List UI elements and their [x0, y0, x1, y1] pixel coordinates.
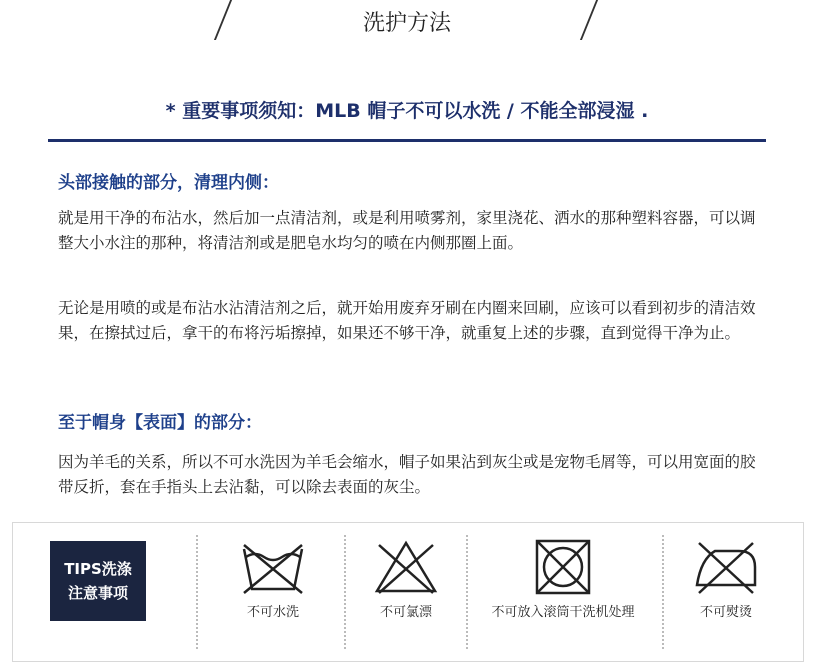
separator: [466, 535, 468, 649]
no-tumble-dry-icon: [528, 537, 598, 597]
no-bleach-icon: [371, 537, 441, 597]
care-label-no-wash: 不可水洗: [246, 605, 299, 620]
tips-line-1: TIPS洗涤: [64, 560, 132, 578]
section-surface-paragraph: 因为羊毛的关系，所以不可水洗因为羊毛会缩水，帽子如果沾到灰尘或是宠物毛屑等，可以用宽面的胶带反折，套在手指头上去沾黏，可以除去表面的灰尘。: [58, 453, 756, 496]
notice-divider: [48, 139, 766, 142]
section-inner-heading: 头部接触的部分，清理内侧：: [58, 173, 279, 193]
care-item-no-tumble-dry: [478, 537, 648, 620]
care-label-no-tumble-dry: 不可放入滚筒干洗机处理: [491, 605, 635, 620]
tips-badge: [50, 541, 146, 621]
section-inner-paragraph-2: 无论是用喷的或是布沾水沾清洁剂之后，就开始用废弃牙刷在内圈来回刷，应该可以看到初步的清洁效果，在擦拭过后，拿干的布将污垢擦掉，如果还不够干净，就重复上述的步骤，直到觉得干净为止。: [58, 299, 756, 342]
care-item-no-wash: [228, 537, 318, 620]
section-surface-heading: 至于帽身【表面】的部分：: [58, 413, 262, 433]
page-title: 洗护方法: [362, 11, 451, 36]
care-item-no-iron: [681, 537, 771, 620]
separator: [662, 535, 664, 649]
care-label-no-bleach: 不可氯漂: [379, 605, 432, 620]
no-wash-icon: [238, 537, 308, 597]
care-item-no-bleach: [361, 537, 451, 620]
separator: [344, 535, 346, 649]
no-iron-icon: [691, 537, 761, 597]
tips-line-2: 注意事项: [67, 584, 128, 602]
important-notice: * 重要事项须知：MLB 帽子不可以水洗 / 不能全部浸湿 .: [165, 100, 649, 122]
care-instructions-panel: [12, 522, 804, 662]
section-inner-paragraph-1: 就是用干净的布沾水，然后加一点清洁剂，或是利用喷雾剂，家里浇花、洒水的那种塑料容器，可以调整大小水注的那种，将清洁剂或是肥皂水均匀的喷在内侧那圈上面。: [58, 209, 756, 252]
separator: [196, 535, 198, 649]
care-label-no-iron: 不可熨烫: [699, 605, 752, 620]
